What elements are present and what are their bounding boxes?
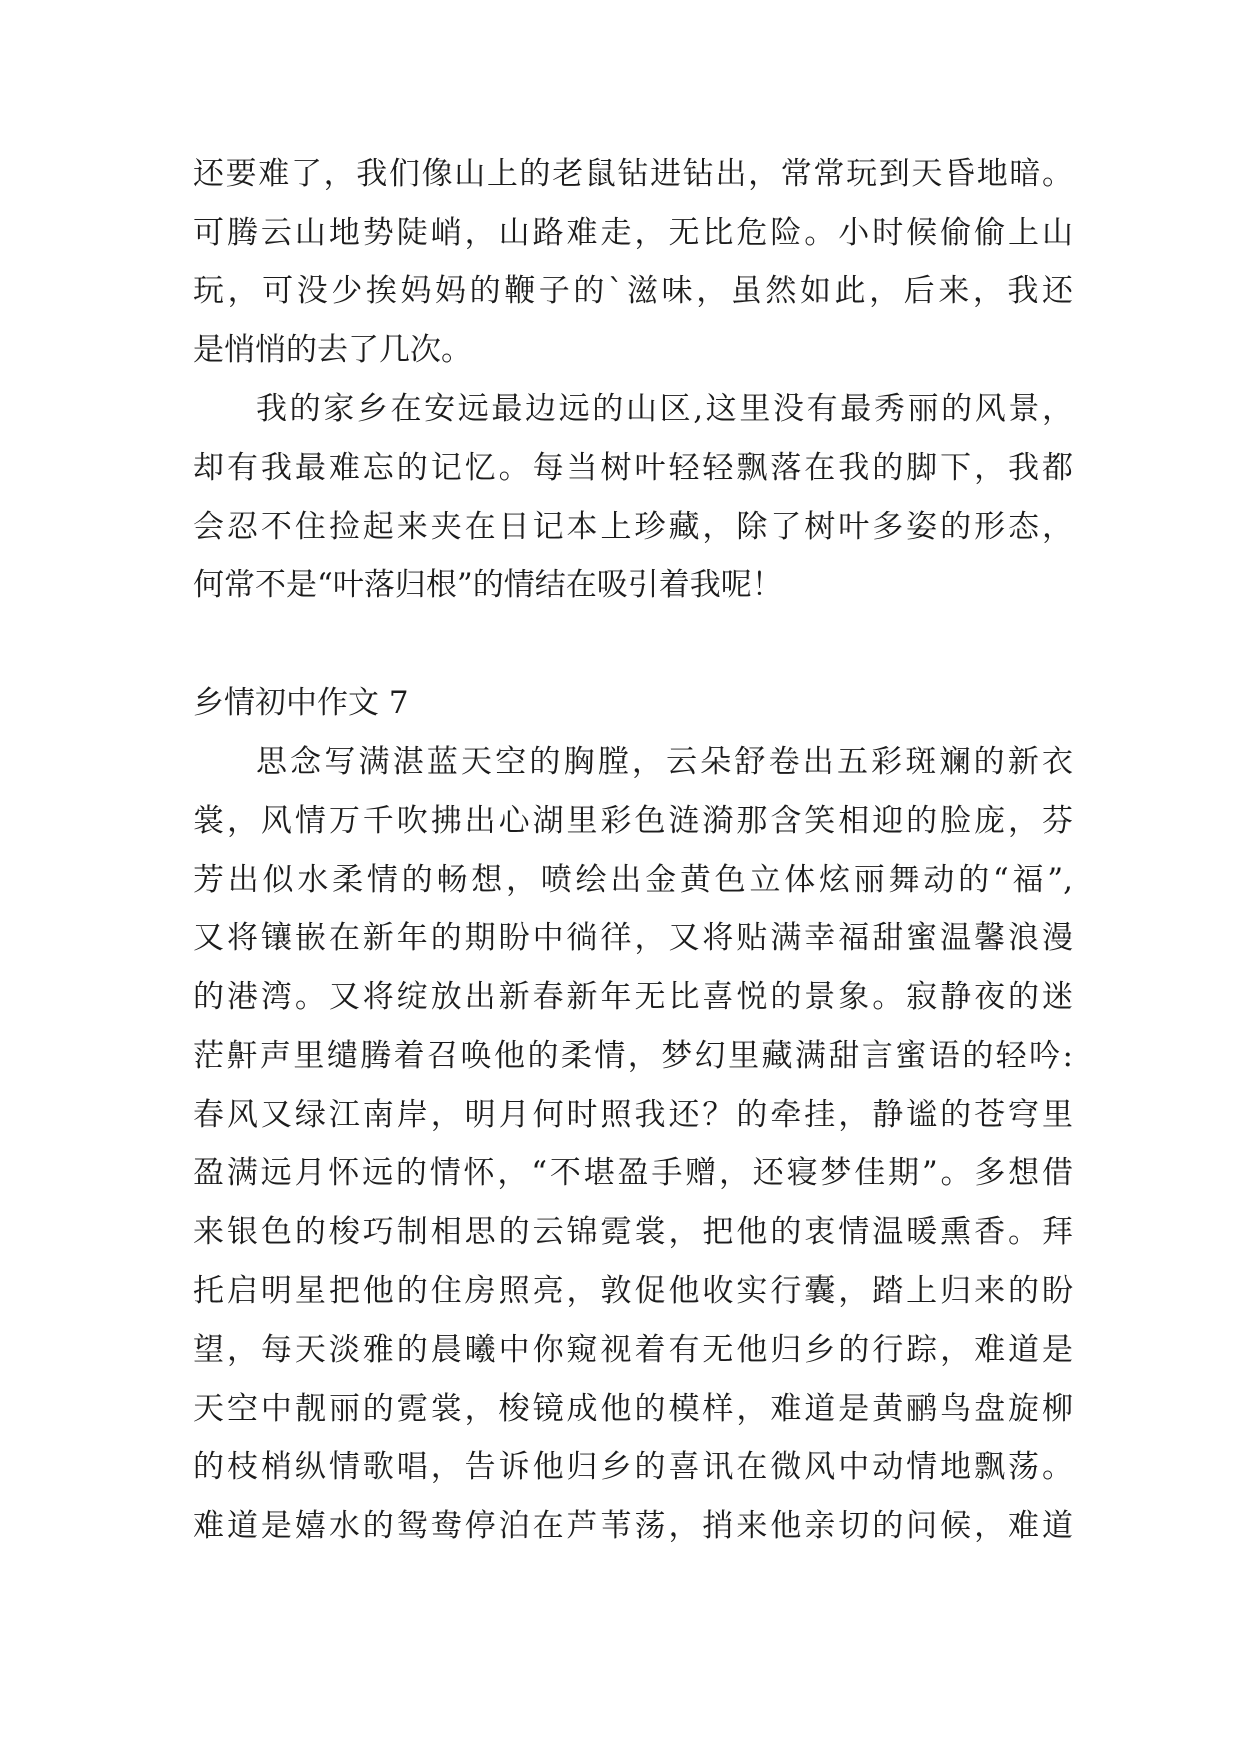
paragraph-line: 何常不是“叶落归根”的情结在吸引着我呢！ xyxy=(193,567,783,603)
essay-title: 乡情初中作文 7 xyxy=(193,685,409,721)
paragraph-line: 又将镶嵌在新年的期盼中徜徉，又将贴满幸福甜蜜温馨浪漫 xyxy=(193,920,1073,956)
paragraph-line: 芳出似水柔情的畅想，喷绘出金黄色立体炫丽舞动的“福”, xyxy=(193,862,1073,898)
paragraph-line: 的枝梢纵情歌唱，告诉他归乡的喜讯在微风中动情地飘荡。 xyxy=(193,1449,1073,1485)
paragraph-line: 天空中靓丽的霓裳，梭镜成他的模样，难道是黄鹂鸟盘旋柳 xyxy=(193,1391,1073,1427)
paragraph-line: 可腾云山地势陡峭，山路难走，无比危险。小时候偷偷上山 xyxy=(193,215,1073,251)
paragraph-line: 我的家乡在安远最边远的山区,这里没有最秀丽的风景， xyxy=(256,391,1073,427)
paragraph-line: 茫鼾声里缱腾着召唤他的柔情，梦幻里藏满甜言蜜语的轻吟: xyxy=(193,1038,1073,1074)
paragraph-line: 还要难了，我们像山上的老鼠钻进钻出，常常玩到天昏地暗。 xyxy=(193,156,1073,192)
paragraph-line: 会忍不住捡起来夹在日记本上珍藏，除了树叶多姿的形态， xyxy=(193,509,1073,545)
paragraph-line: 托启明星把他的住房照亮，敦促他收实行囊，踏上归来的盼 xyxy=(193,1273,1073,1309)
paragraph-line: 难道是嬉水的鸳鸯停泊在芦苇荡，捎来他亲切的问候，难道 xyxy=(193,1508,1073,1544)
paragraph-line: 玩，可没少挨妈妈的鞭子的`滋味，虽然如此，后来，我还 xyxy=(193,273,1073,309)
paragraph-line: 的港湾。又将绽放出新春新年无比喜悦的景象。寂静夜的迷 xyxy=(193,979,1073,1015)
paragraph-line: 是悄悄的去了几次。 xyxy=(193,332,472,368)
paragraph-line: 望，每天淡雅的晨曦中你窥视着有无他归乡的行踪，难道是 xyxy=(193,1332,1073,1368)
paragraph-line: 盈满远月怀远的情怀，“不堪盈手赠，还寝梦佳期”。多想借 xyxy=(193,1155,1073,1191)
paragraph-line: 思念写满湛蓝天空的胸膛，云朵舒卷出五彩斑斓的新衣 xyxy=(256,744,1073,780)
paragraph-line: 裳，风情万千吹拂出心湖里彩色涟漪那含笑相迎的脸庞，芬 xyxy=(193,803,1073,839)
paragraph-line: 却有我最难忘的记忆。每当树叶轻轻飘落在我的脚下，我都 xyxy=(193,450,1073,486)
paragraph-line: 来银色的梭巧制相思的云锦霓裳，把他的衷情温暖熏香。拜 xyxy=(193,1214,1073,1250)
paragraph-line: 春风又绿江南岸，明月何时照我还？的牵挂，静谧的苍穹里 xyxy=(193,1097,1073,1133)
